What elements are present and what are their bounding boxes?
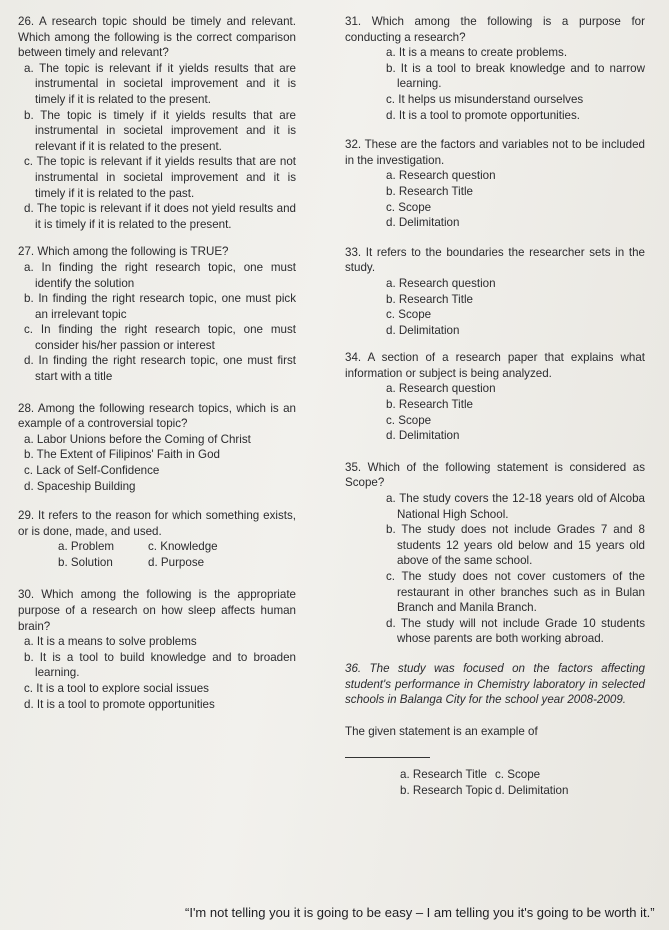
option-a: a. Problem: [58, 540, 115, 554]
option-a: a. Research question: [386, 169, 496, 183]
question-stem: 30. Which among the following is the appropriate purpose of a research on how sleep affects human brain?: [18, 588, 296, 633]
option-c: c. Lack of Self-Confidence: [24, 464, 160, 478]
option-d: d. The study will not include Grade 10 students whose parents are both working abroad.: [386, 616, 645, 646]
option-c: c. Scope: [495, 768, 541, 782]
option-d: d. Delimitation: [386, 429, 460, 443]
left-column: [18, 14, 296, 712]
option-c: c. It helps us misunderstand ourselves: [386, 92, 584, 106]
option-d: d. Delimitation: [386, 323, 460, 337]
question-27: [18, 244, 296, 384]
option-b: b. The study does not include Grades 7 and 8 students 12 years old below and 15 years old above of the same school.: [386, 523, 645, 568]
option-a: a. Research question: [386, 276, 496, 290]
option-d: d. Delimitation: [386, 216, 460, 230]
option-c: c. Knowledge: [148, 540, 218, 554]
question-stem: 29. It refers to the reason for which something exists, or is done, made, and used.: [18, 509, 296, 538]
question-stem: 33. It refers to the boundaries the researcher sets in the study.: [345, 245, 645, 275]
right-column: [345, 14, 645, 799]
question-stem: 34. A section of a research paper that explains what information or subject is being analyzed.: [345, 351, 645, 380]
options-grid: [345, 767, 645, 799]
option-a: a. Research Title: [400, 768, 487, 782]
option-d: d. The topic is relevant if it does not yield results and it is timely if it is related to the present.: [24, 202, 296, 231]
option-c: c. In finding the right research topic, one must consider his/her passion or interest: [24, 323, 296, 352]
question-prompt: [345, 724, 645, 740]
options-grid: [18, 539, 296, 571]
option-b: b. Research Title: [386, 184, 473, 198]
option-d: d. Purpose: [148, 556, 205, 570]
question-31: [345, 14, 645, 123]
option-b: b. In finding the right research topic, one must pick an irrelevant topic: [24, 292, 296, 321]
option-b: b. Research Title: [386, 292, 473, 306]
option-c: c. Scope: [386, 200, 432, 214]
question-36: [345, 661, 645, 799]
option-b: b. The topic is timely if it yields results that are instrumental in societal improvement and it is relevant if it is related to the present.: [24, 108, 296, 153]
option-c: c. Scope: [386, 413, 432, 427]
option-a: a. It is a means to create problems.: [386, 46, 568, 60]
option-d: d. Spaceship Building: [24, 479, 136, 493]
question-stem: 28. Among the following research topics, which is an example of a controversial topic?: [18, 401, 296, 431]
option-d: d. It is a tool to promote opportunities.: [386, 108, 580, 122]
option-b: b. It is a tool to break knowledge and to narrow learning.: [386, 61, 645, 91]
question-stem: 36. The study was focused on the factors affecting student's performance in Chemistry laboratory in selected schools in Balanga City for the school year 2008-2009.: [345, 661, 645, 707]
option-d: d. It is a tool to promote opportunities: [24, 697, 215, 711]
question-32: [345, 137, 645, 231]
question-28: [18, 401, 296, 495]
option-a: a. It is a means to solve problems: [24, 635, 197, 649]
option-a: a. Labor Unions before the Coming of Christ: [24, 432, 251, 446]
option-d: d. Delimitation: [495, 784, 569, 798]
option-a: a. Research question: [386, 382, 496, 396]
option-b: b. Solution: [58, 556, 113, 570]
option-b: b. Research Topic: [400, 784, 493, 798]
option-b: b. It is a tool to build knowledge and to broaden learning.: [24, 650, 296, 680]
option-c: c. Scope: [386, 308, 432, 322]
question-33: [345, 245, 645, 339]
option-c: c. The study does not cover customers of the restaurant in other branches such as in Bulan Branch and Manila Branch.: [386, 570, 645, 615]
question-35: [345, 460, 645, 647]
prompt-text: The given statement is an example of: [345, 724, 538, 738]
question-stem: 35. Which of the following statement is considered as Scope?: [345, 460, 645, 490]
question-30: [18, 587, 296, 712]
answer-blank: [345, 745, 645, 763]
question-stem: 32. These are the factors and variables not to be included in the investigation.: [345, 138, 645, 167]
blank-line: [345, 748, 430, 758]
question-stem: 26. A research topic should be timely and relevant. Which among the following is the correct comparison between timely and relevant?: [18, 15, 296, 60]
question-34: [345, 350, 645, 444]
motivational-quote: “I'm not telling you it is going to be easy – I am telling you it's going to be worth it.”: [185, 905, 655, 920]
option-b: b. The Extent of Filipinos' Faith in God: [24, 448, 220, 462]
option-b: b. Research Title: [386, 398, 473, 412]
option-c: c. It is a tool to explore social issues: [24, 681, 209, 695]
option-c: c. The topic is relevant if it yields results that are not instrumental in societal improvement and it is timely if it is related to the past.: [24, 155, 296, 200]
question-stem: 27. Which among the following is TRUE?: [18, 245, 229, 259]
question-26: [18, 14, 296, 232]
option-d: d. In finding the right research topic, one must first start with a title: [24, 354, 296, 384]
question-stem: 31. Which among the following is a purpose for conducting a research?: [345, 15, 645, 44]
question-29: [18, 508, 296, 571]
option-a: a. The topic is relevant if it yields results that are instrumental in societal improvement and it is timely if it is related to the present.: [24, 61, 296, 106]
option-a: a. The study covers the 12-18 years old of Alcoba National High School.: [386, 492, 645, 521]
option-a: a. In finding the right research topic, one must identify the solution: [24, 260, 296, 290]
